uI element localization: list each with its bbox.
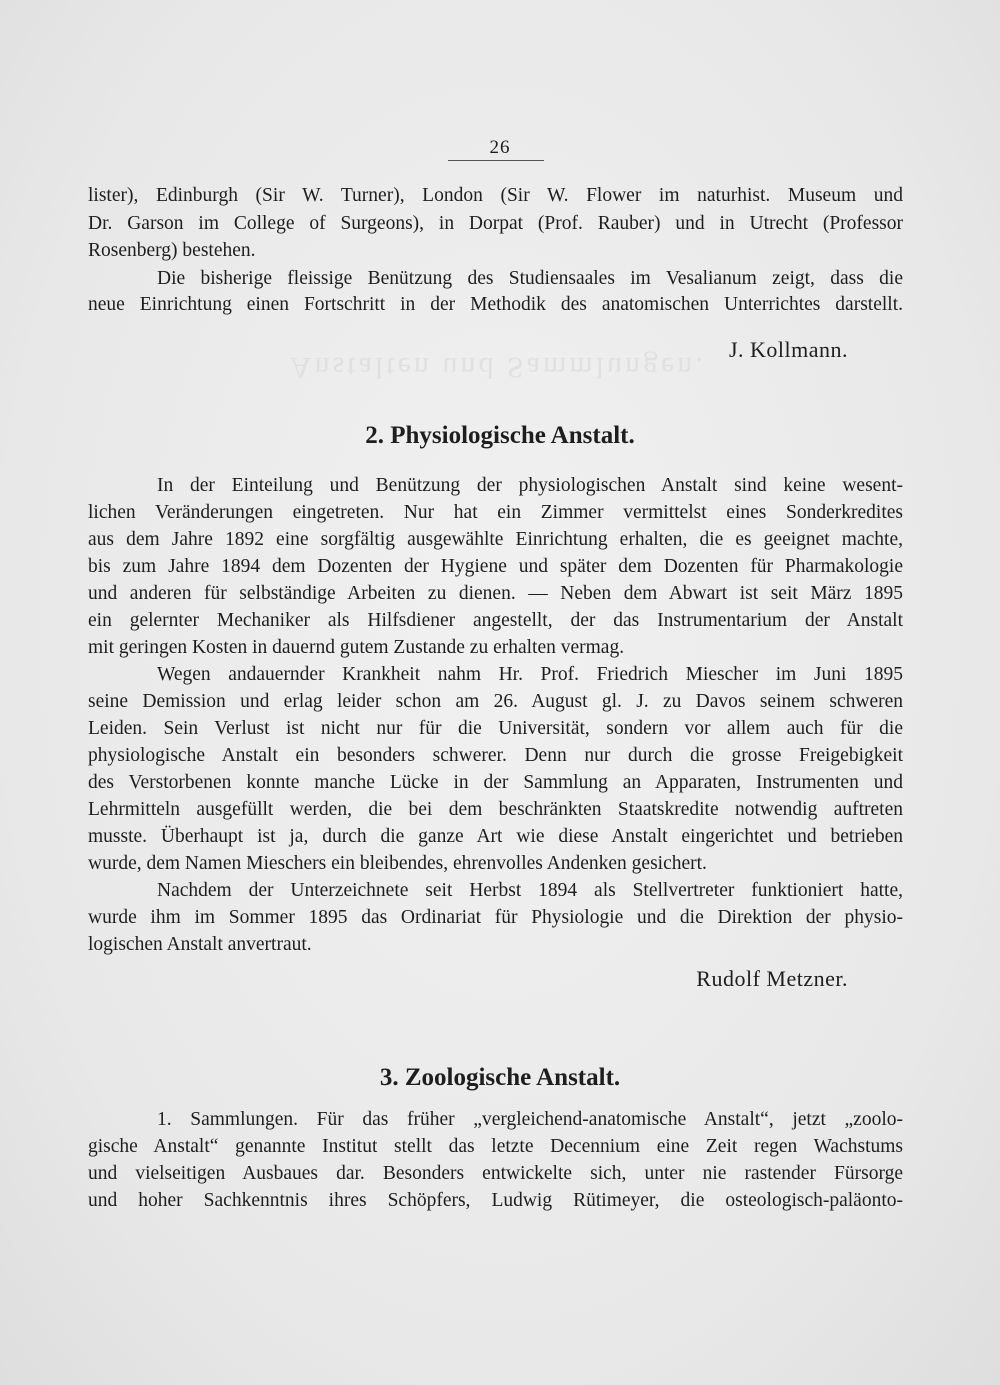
text-line: Lehrmitteln ausgefüllt werden, die bei dem beschränkten Staatskredite notwendig auftreten bbox=[88, 799, 903, 820]
text-line: Nachdem der Unterzeichnete seit Herbst 1894 als Stellvertreter funktioniert hatte, bbox=[157, 880, 903, 901]
text-line: bis zum Jahre 1894 dem Dozenten der Hygiene und später dem Dozenten für Pharmakologie bbox=[88, 556, 903, 577]
page-number: 26 bbox=[489, 137, 511, 158]
text-line: physiologische Anstalt ein besonders schwerer. Denn nur durch die grosse Freigebigkeit bbox=[88, 745, 903, 766]
text-line: lichen Veränderungen eingetreten. Nur hat ein Zimmer vermittelst eines Sonderkredites bbox=[88, 502, 903, 523]
text-line: neue Einrichtung einen Fortschritt in der Methodik des anatomischen Unterrichtes darstellt. bbox=[88, 294, 903, 315]
section-heading: 3. Zoologische Anstalt. bbox=[379, 1064, 621, 1091]
text-line: musste. Überhaupt ist ja, durch die ganze Art wie diese Anstalt eingerichtet und betrieben bbox=[88, 826, 903, 847]
text-line: des Verstorbenen konnte manche Lücke in der Sammlung an Apparaten, Instrumenten und bbox=[88, 772, 903, 793]
text-line: 1. Sammlungen. Für das früher „vergleichend-anatomische Anstalt“, jetzt „zoolo- bbox=[157, 1109, 903, 1130]
section-heading: 2. Physiologische Anstalt. bbox=[365, 422, 635, 449]
text-line: aus dem Jahre 1892 eine sorgfältig ausgewählte Einrichtung erhalten, die es geeignet machte, bbox=[88, 529, 903, 550]
page-number-rule bbox=[448, 160, 544, 161]
text-line: ein gelernter Mechaniker als Hilfsdiener angestellt, der das Instrumentarium der Anstalt bbox=[88, 610, 903, 631]
text-line: Dr. Garson im College of Surgeons), in Dorpat (Prof. Rauber) und in Utrecht (Professor bbox=[88, 213, 903, 234]
text-line: Rosenberg) bestehen. bbox=[88, 240, 256, 261]
bleed-through-text: Anstalten und Sammlungen. bbox=[290, 351, 706, 384]
text-line: und anderen für selbständige Arbeiten zu dienen. — Neben dem Abwart ist seit März 1895 bbox=[88, 583, 903, 604]
text-line: wurde, dem Namen Mieschers ein bleibendes, ehrenvolles Andenken gesichert. bbox=[88, 853, 707, 874]
text-line: wurde ihm im Sommer 1895 das Ordinariat für Physiologie und die Direktion der physio- bbox=[88, 907, 903, 928]
text-line: Leiden. Sein Verlust ist nicht nur für die Universität, sondern vor allem auch für die bbox=[88, 718, 903, 739]
text-line: und hoher Sachkenntnis ihres Schöpfers, Ludwig Rütimeyer, die osteologisch-paläonto- bbox=[88, 1190, 903, 1211]
text-line: Wegen andauernder Krankheit nahm Hr. Prof. Friedrich Miescher im Juni 1895 bbox=[157, 664, 903, 685]
text-line: und vielseitigen Ausbaues dar. Besonders entwickelte sich, unter nie rastender Fürsorge bbox=[88, 1163, 903, 1184]
text-line: lister), Edinburgh (Sir W. Turner), London (Sir W. Flower im naturhist. Museum und bbox=[88, 185, 903, 206]
signature: J. Kollmann. bbox=[728, 337, 848, 362]
text-line: Die bisherige fleissige Benützung des Studiensaales im Vesalianum zeigt, dass die bbox=[157, 268, 903, 289]
text-line: logischen Anstalt anvertraut. bbox=[88, 934, 312, 955]
text-line: gische Anstalt“ genannte Institut stellt das letzte Decennium eine Zeit regen Wachstums bbox=[88, 1136, 903, 1157]
text-line: mit geringen Kosten in dauernd gutem Zustande zu erhalten vermag. bbox=[88, 637, 625, 658]
signature: Rudolf Metzner. bbox=[696, 966, 848, 991]
text-line: seine Demission und erlag leider schon am 26. August gl. J. zu Davos seinem schweren bbox=[88, 691, 903, 712]
text-line: In der Einteilung und Benützung der physiologischen Anstalt sind keine wesent- bbox=[157, 475, 903, 496]
